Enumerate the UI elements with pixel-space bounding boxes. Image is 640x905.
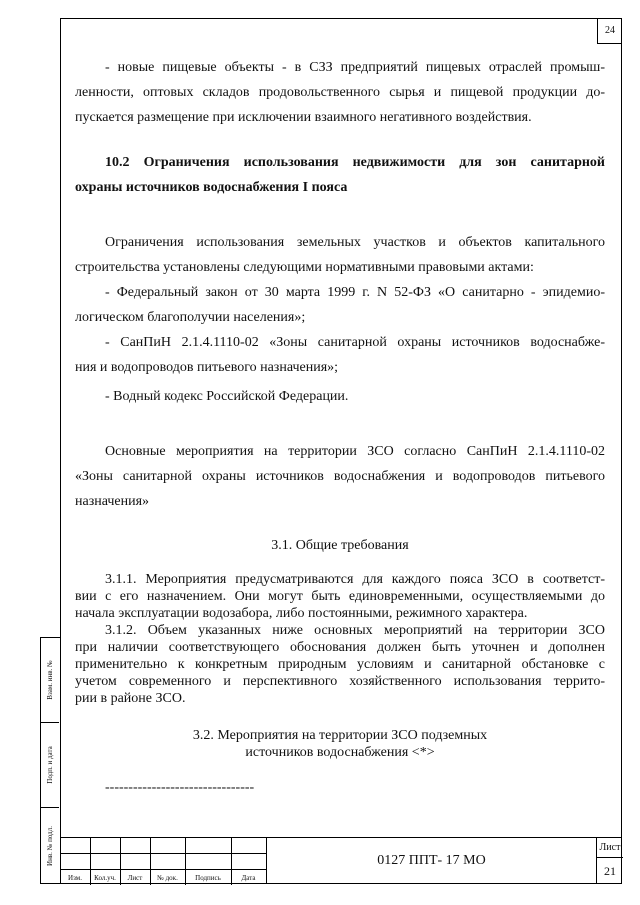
text-line: учетом современного и перспективного хозяйственного использования террито- bbox=[75, 674, 605, 689]
text-line: логическом благополучии населения»; bbox=[75, 310, 306, 325]
text-line: пускается размещение при исключении взаимного негативного воздействия. bbox=[75, 110, 532, 125]
text-line: рии в районе ЗСО. bbox=[75, 691, 186, 706]
sheet-label: Лист bbox=[597, 838, 623, 858]
label-date: Дата bbox=[241, 874, 256, 882]
side-strip bbox=[40, 637, 60, 884]
sheet-number: 21 bbox=[604, 864, 616, 878]
side-cell-signature bbox=[41, 723, 59, 808]
label-signature: Подпись bbox=[195, 874, 221, 882]
label-change: Изм. bbox=[68, 874, 82, 882]
text-line: начала эксплуатации водозабора, либо постоянными, режимного характера. bbox=[75, 606, 528, 621]
heading-line: охраны источников водоснабжения I пояса bbox=[75, 180, 348, 195]
title-block bbox=[60, 837, 622, 884]
label-doc-number: № док. bbox=[157, 874, 178, 882]
paragraph-general-requirements bbox=[75, 571, 605, 707]
heading-line: 10.2 Ограничения использования недвижимости для зон санитарной bbox=[105, 155, 605, 170]
document-code: 0127 ППТ- 17 МО bbox=[266, 837, 596, 884]
side-label: Взам. инв. № bbox=[46, 660, 54, 700]
text-line: - СанПиН 2.1.4.1110-02 «Зоны санитарной охраны источников водоснабже- bbox=[105, 335, 605, 350]
paragraph-food-objects bbox=[75, 55, 605, 130]
text-line: - Федеральный закон от 30 марта 1999 г. N 52-ФЗ «О санитарно - эпидемио- bbox=[105, 285, 605, 300]
paragraph-water-code bbox=[75, 384, 605, 409]
text-line: «Зоны санитарной охраны источников водоснабжения и водопроводов питьевого bbox=[75, 469, 605, 484]
sheet-block bbox=[596, 837, 622, 884]
paragraph-main-measures bbox=[75, 439, 605, 514]
text-line: назначения» bbox=[75, 494, 150, 509]
text-line: вии с его назначением. Они могут быть единовременными, осуществляемыми до bbox=[75, 589, 605, 604]
text-line: 3.1.2. Объем указанных ниже основных мероприятий на территории ЗСО bbox=[105, 623, 605, 638]
text-line: - новые пищевые объекты - в СЗЗ предприятий пищевых отраслей промыш- bbox=[105, 60, 605, 75]
subsection-title-line: 3.1. Общие требования bbox=[271, 538, 409, 553]
side-cell-replacement bbox=[41, 638, 59, 723]
text-line: ленности, оптовых складов продовольственного сырья и пищевой продукции до- bbox=[75, 85, 605, 100]
text-line: строительства установлены следующими нормативными правовыми актами: bbox=[75, 260, 534, 275]
label-count: Кол.уч. bbox=[94, 874, 116, 882]
subsection-title-line: источников водоснабжения <*> bbox=[245, 745, 435, 760]
text-line: Ограничения использования земельных участков и объектов капитального bbox=[105, 235, 605, 250]
paragraph-sanpin bbox=[75, 330, 605, 380]
subsection-title-3-2 bbox=[75, 727, 605, 761]
separator-line: -------------------------------- bbox=[105, 780, 255, 795]
revision-grid bbox=[60, 837, 266, 884]
section-heading bbox=[75, 150, 605, 200]
text-line: Основные мероприятия на территории ЗСО согласно СанПиН 2.1.4.1110-02 bbox=[105, 444, 605, 459]
side-label: Инв. № подл. bbox=[46, 825, 54, 866]
text-line: ния и водопроводов питьевого назначения»; bbox=[75, 360, 339, 375]
paragraph-restrictions bbox=[75, 230, 605, 280]
text-line: при наличии соответствующего обоснования должен быть уточнен и дополнен bbox=[75, 640, 605, 655]
subsection-title-line: 3.2. Мероприятия на территории ЗСО подземных bbox=[192, 728, 488, 743]
paragraph-federal-law bbox=[75, 280, 605, 330]
label-sheet: Лист bbox=[127, 874, 143, 882]
side-label: Подп. и дата bbox=[46, 746, 54, 784]
text-line: применительно к конкретным природным условиям и санитарной обстановке с bbox=[75, 657, 605, 672]
subsection-title-3-1 bbox=[75, 533, 605, 558]
side-cell-inventory bbox=[41, 808, 59, 883]
page-number: 24 bbox=[597, 18, 622, 44]
text-line: 3.1.1. Мероприятия предусматриваются для каждого пояса ЗСО в соответст- bbox=[105, 572, 605, 587]
text-line: - Водный кодекс Российской Федерации. bbox=[105, 389, 349, 404]
footnote-separator bbox=[75, 775, 605, 800]
